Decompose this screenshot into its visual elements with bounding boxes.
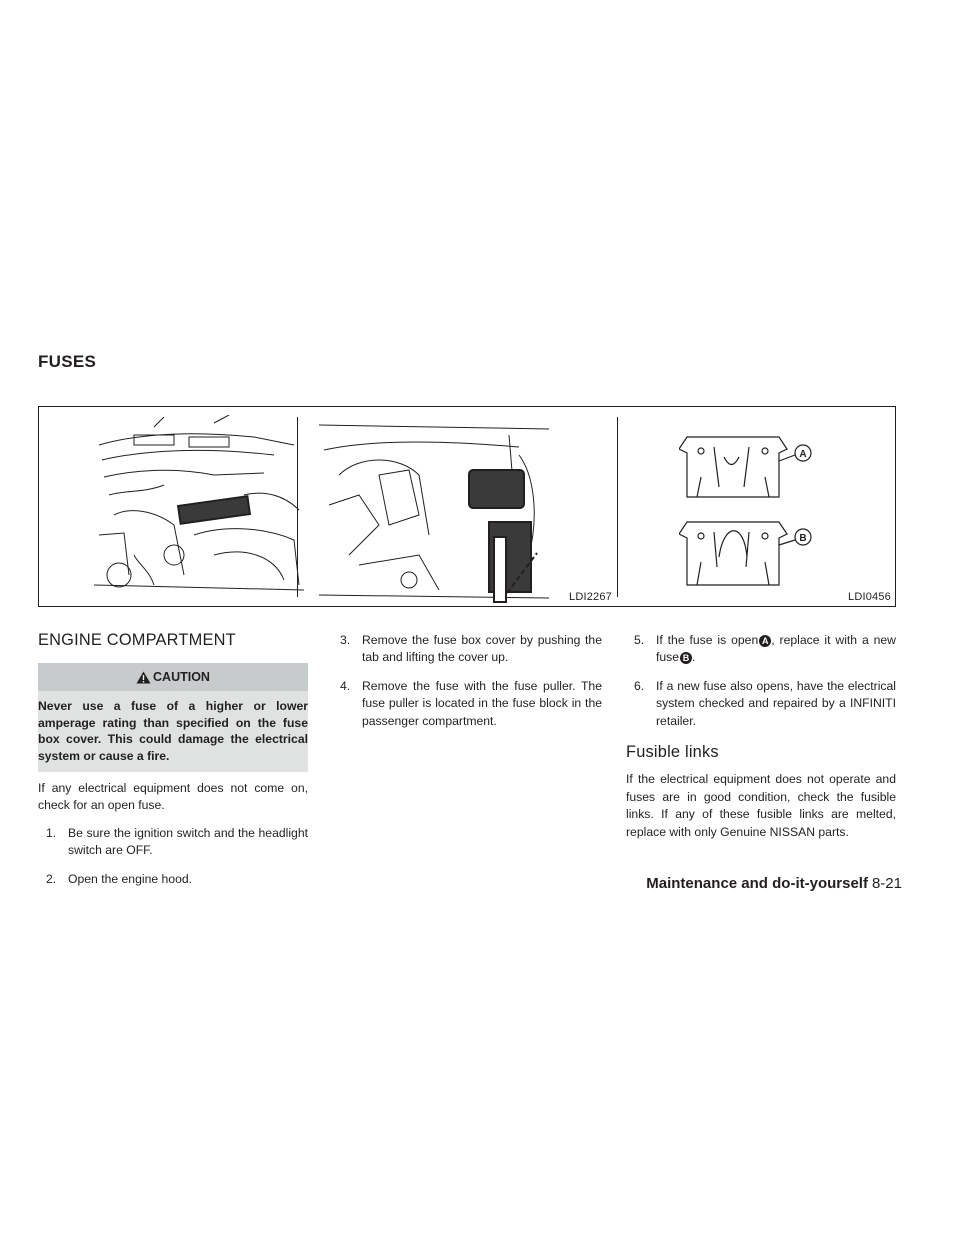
fuse-label-b: B: [799, 533, 807, 544]
figure-divider: [297, 417, 298, 597]
step-text: Open the engine hood.: [68, 871, 193, 886]
engine-bay-illustration: [94, 415, 304, 597]
step-number: 5.: [634, 633, 645, 647]
warning-icon: [136, 671, 151, 684]
engine-compartment-heading: ENGINE COMPARTMENT: [38, 631, 236, 649]
caution-header: [38, 663, 308, 691]
step-text-before: If the fuse is open: [656, 633, 759, 647]
step-2: [38, 871, 308, 888]
figure-divider-2: [617, 417, 618, 597]
step-text: Remove the fuse box cover by pushing the tab and lifting the cover up.: [362, 633, 602, 665]
column-3: [626, 632, 896, 851]
caution-box: [38, 663, 308, 772]
fusible-links-text: If the electrical equipment does not operate and fuses are in good condition, check the fusible links. If any of these fusible links are melted, replace with only Genuine NISSAN parts.: [626, 772, 896, 839]
fuse-diagram: [679, 427, 819, 597]
column-1: [38, 632, 308, 899]
step-number: 4.: [340, 678, 351, 693]
engine-bay-side-illustration: [319, 415, 554, 603]
figure-code-right: LDI0456: [848, 591, 891, 603]
marker-a-icon: A: [759, 635, 771, 647]
step-number: 2.: [46, 871, 57, 886]
column-2: [332, 632, 602, 741]
section-title: FUSES: [38, 352, 97, 371]
caution-title: CAUTION: [153, 670, 210, 685]
figure-code-left: LDI2267: [569, 591, 612, 603]
step-1: [38, 825, 308, 860]
step-text-middle: , replace it with a new fuse: [656, 633, 896, 665]
step-6: [626, 678, 896, 730]
step-text-after: .: [692, 650, 696, 665]
caution-text: Never use a fuse of a higher or lower amperage rating than specified on the fuse box cover. This could damage the electrical system or cause a fire.: [38, 699, 308, 763]
page-footer: [646, 875, 902, 892]
fuse-label-a: A: [799, 449, 807, 460]
step-number: 1.: [46, 825, 57, 840]
fuse-figure: [38, 406, 896, 607]
footer-title: Maintenance and do-it-yourself: [646, 875, 868, 892]
step-text: Remove the fuse with the fuse puller. The fuse puller is located in the fuse block in the passenger compartment.: [362, 678, 602, 728]
page-number: 8-21: [871, 875, 902, 892]
step-4: [332, 678, 602, 730]
marker-b-icon: B: [680, 652, 692, 664]
step-text: If a new fuse also opens, have the electrical system checked and repaired by a INFINITI retailer.: [656, 678, 896, 728]
fusible-links-heading: Fusible links: [626, 743, 719, 762]
step-number: 6.: [634, 678, 645, 693]
intro-text: If any electrical equipment does not come on, check for an open fuse.: [38, 781, 308, 813]
step-5: [626, 632, 896, 667]
step-3: [332, 632, 602, 667]
step-text: Be sure the ignition switch and the headlight switch are OFF.: [68, 825, 308, 858]
step-number: 3.: [340, 633, 351, 647]
